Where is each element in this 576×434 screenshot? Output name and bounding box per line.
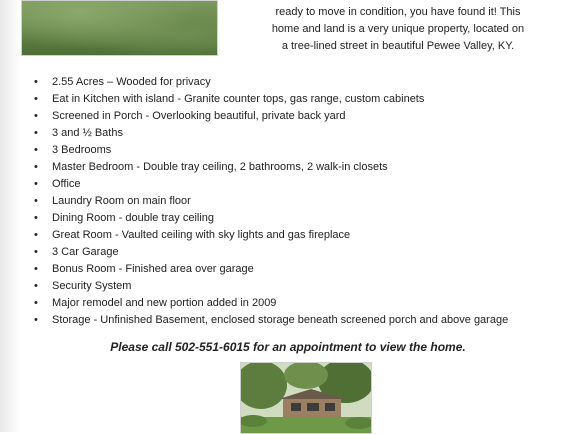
house-illustration — [241, 363, 371, 433]
intro-line: home and land is a very unique property, located on — [271, 23, 525, 35]
list-item: • 3 Car Garage — [34, 244, 564, 261]
list-item: • Security System — [34, 278, 564, 295]
list-item: • Great Room - Vaulted ceiling with sky lights and gas fireplace — [34, 227, 564, 244]
list-item: • Bonus Room - Finished area over garage — [34, 261, 564, 278]
feature-list — [34, 74, 564, 329]
list-item: • Screened in Porch - Overlooking beautiful, private back yard — [34, 108, 564, 125]
list-item: • Major remodel and new portion added in 2009 — [34, 295, 564, 312]
list-item: • Dining Room - double tray ceiling — [34, 210, 564, 227]
intro-paragraph — [233, 4, 563, 55]
list-item: • Eat in Kitchen with island - Granite counter tops, gas range, custom cabinets — [34, 91, 564, 108]
intro-line: ready to move in condition, you have found it! This — [275, 6, 521, 18]
list-item: • 3 and ½ Baths — [34, 125, 564, 142]
lawn-photo — [21, 0, 218, 56]
intro-line: a tree-lined street in beautiful Pewee Valley, KY. — [281, 40, 515, 52]
list-item: • Storage - Unfinished Basement, enclosed storage beneath screened porch and above garage — [34, 312, 564, 329]
list-item: • Laundry Room on main floor — [34, 193, 564, 210]
house-photo — [240, 362, 372, 434]
call-to-action: Please call 502-551-6015 for an appointment to view the home. — [110, 340, 466, 354]
list-item: • 2.55 Acres – Wooded for privacy — [34, 74, 564, 91]
list-item: • Office — [34, 176, 564, 193]
scan-edge — [0, 0, 20, 432]
list-item: • Master Bedroom - Double tray ceiling, 2 bathrooms, 2 walk-in closets — [34, 159, 564, 176]
list-item: • 3 Bedrooms — [34, 142, 564, 159]
